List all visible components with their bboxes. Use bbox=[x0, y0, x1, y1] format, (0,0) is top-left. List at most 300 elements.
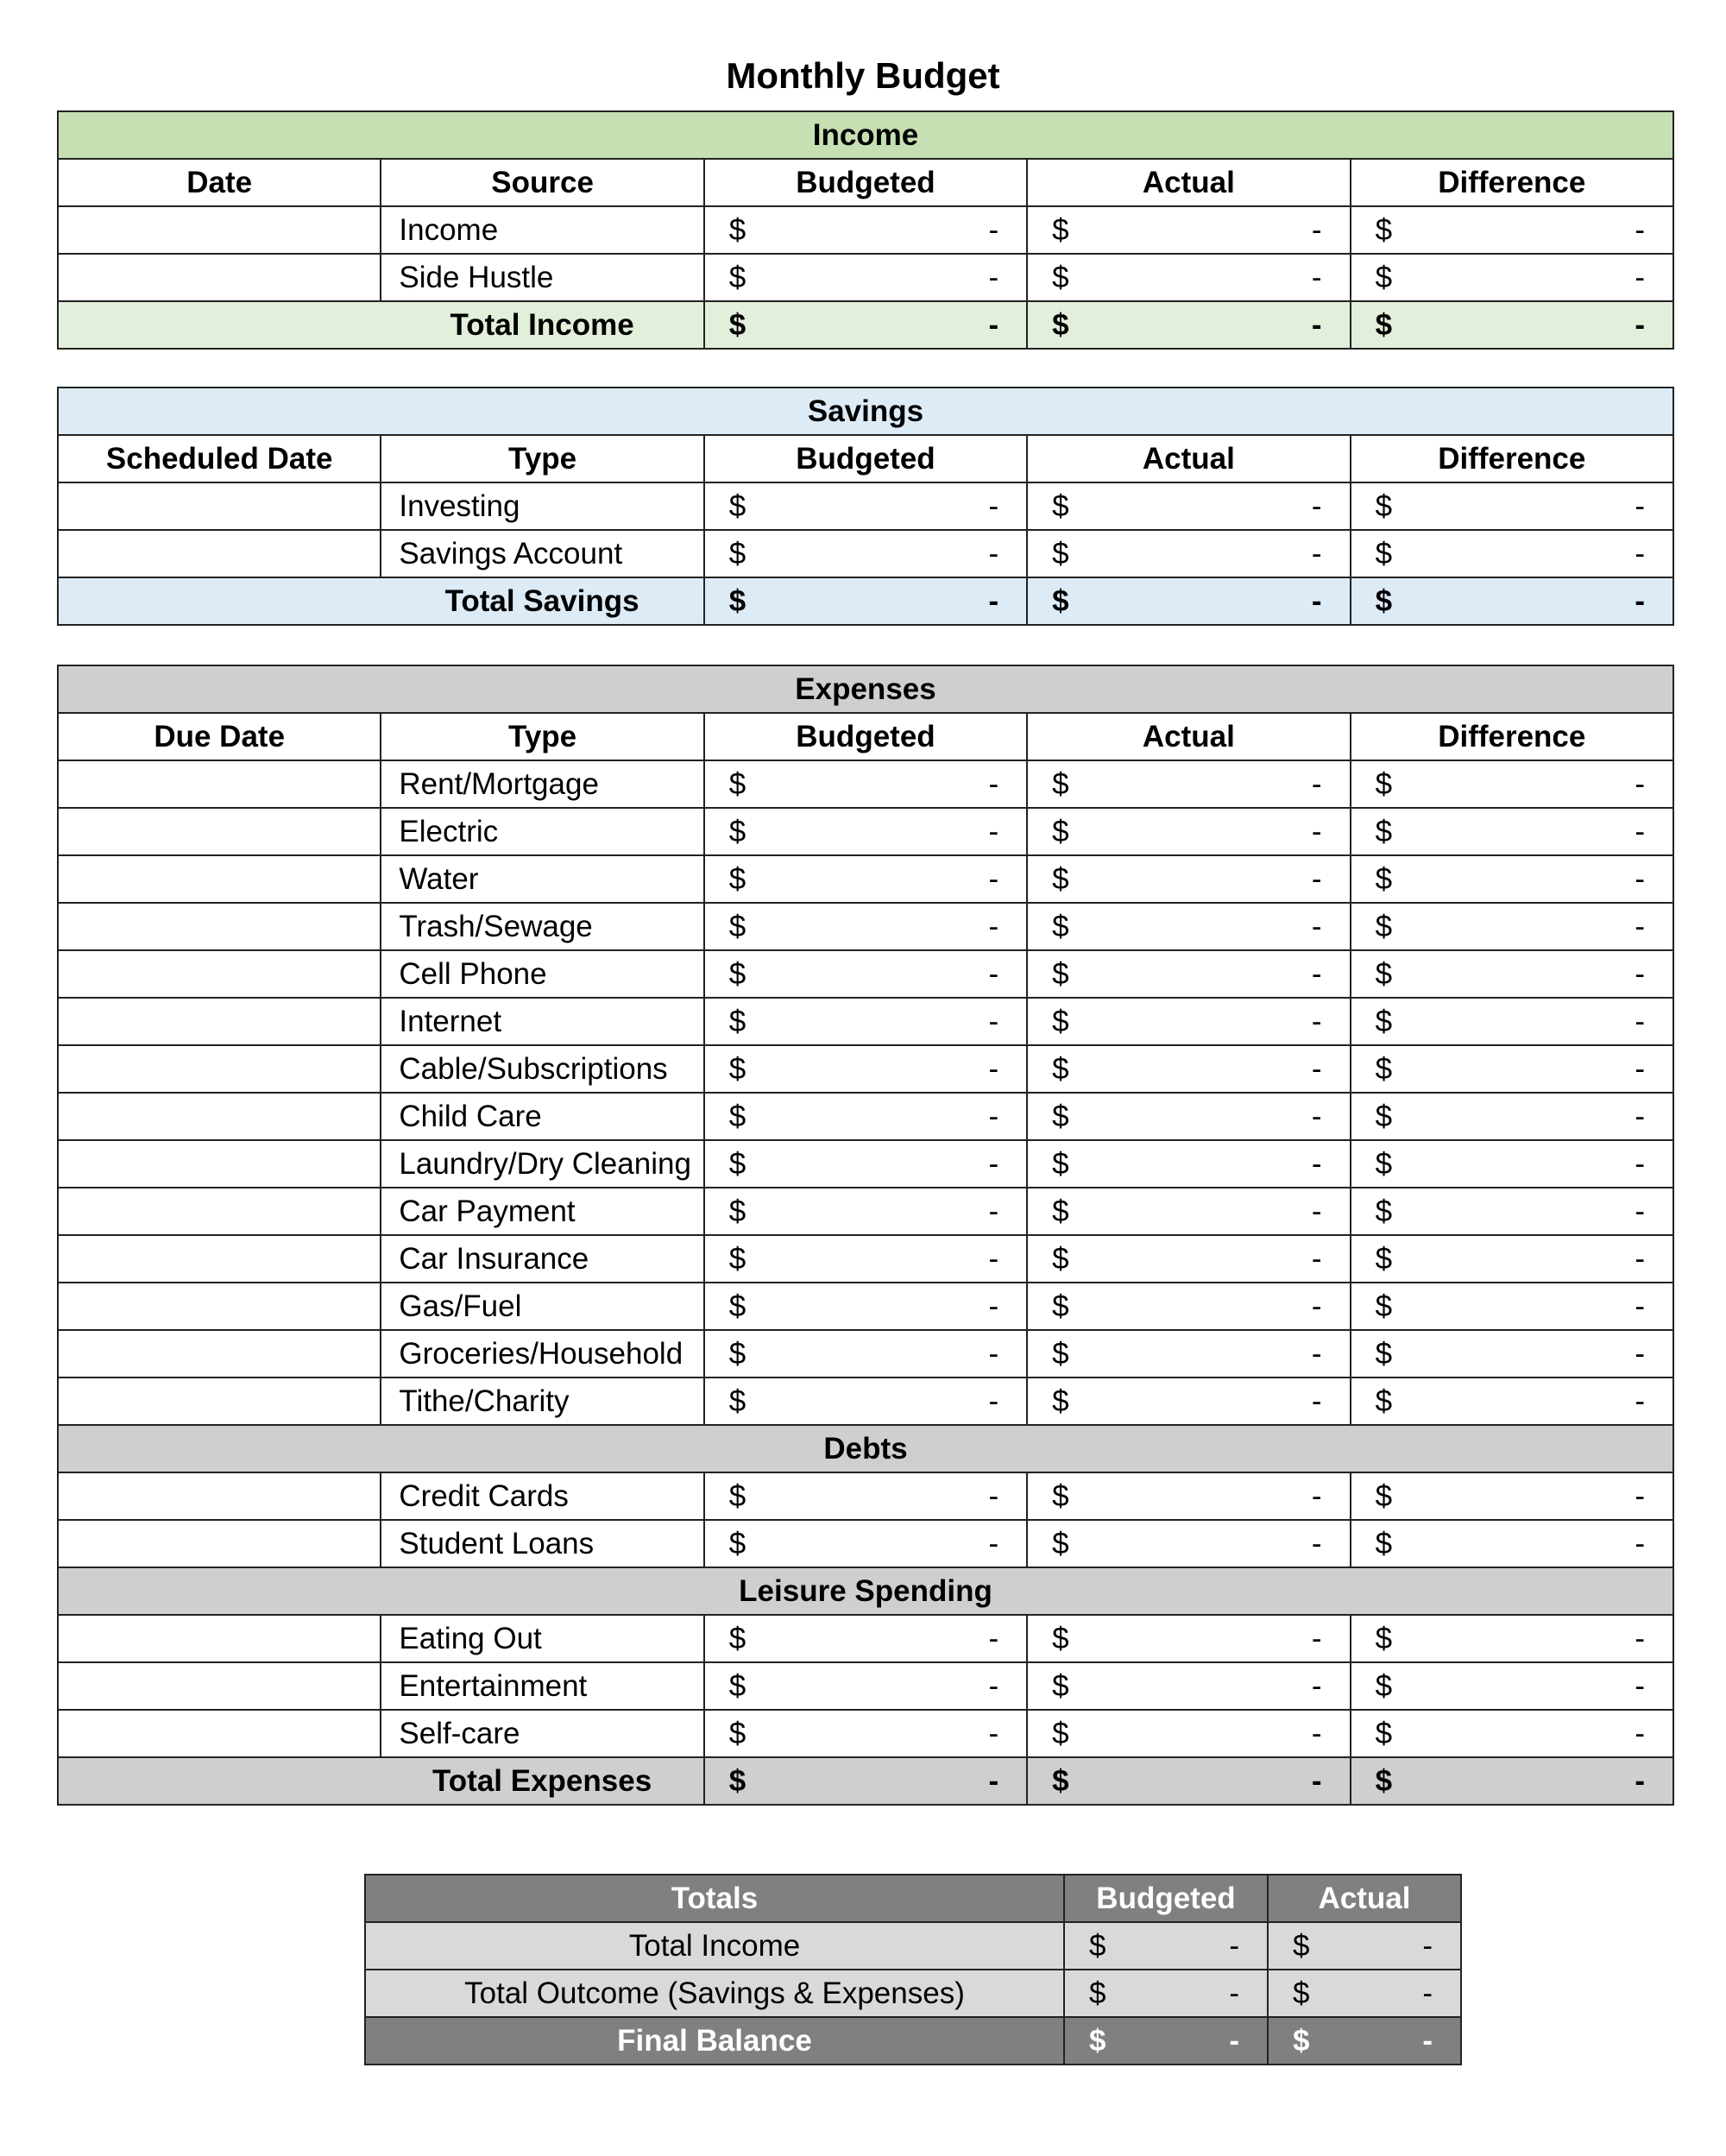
amount bbox=[1351, 815, 1672, 849]
type-cell: Electric bbox=[381, 808, 703, 855]
actual-cell[interactable] bbox=[1027, 530, 1350, 577]
currency-symbol: $ bbox=[1375, 1099, 1393, 1133]
amount bbox=[1351, 1195, 1672, 1229]
currency-symbol: $ bbox=[728, 1621, 746, 1655]
amount bbox=[705, 537, 1026, 571]
budgeted-cell[interactable] bbox=[704, 1330, 1027, 1377]
currency-symbol: $ bbox=[1375, 1621, 1393, 1655]
amount-value: - bbox=[988, 1716, 999, 1750]
difference-cell[interactable] bbox=[1351, 1235, 1673, 1283]
actual-cell[interactable] bbox=[1027, 1235, 1350, 1283]
date-cell[interactable] bbox=[58, 254, 381, 301]
date-cell[interactable] bbox=[58, 1662, 381, 1710]
amount bbox=[1351, 1147, 1672, 1182]
amount bbox=[1028, 815, 1349, 849]
actual-cell[interactable] bbox=[1268, 1970, 1461, 2017]
amount-value: - bbox=[988, 1099, 999, 1133]
amount bbox=[705, 1479, 1026, 1514]
budgeted-cell[interactable] bbox=[704, 808, 1027, 855]
currency-symbol: $ bbox=[1375, 489, 1393, 523]
date-cell[interactable] bbox=[58, 1283, 381, 1330]
amount-value: - bbox=[1311, 489, 1322, 523]
amount bbox=[1269, 1929, 1460, 1964]
difference-cell[interactable] bbox=[1351, 1710, 1673, 1757]
amount bbox=[1028, 308, 1349, 343]
amount bbox=[1351, 1527, 1672, 1561]
currency-symbol: $ bbox=[1052, 1146, 1069, 1181]
currency-symbol: $ bbox=[728, 766, 746, 801]
table-row bbox=[58, 1188, 1673, 1235]
amount-value: - bbox=[1311, 1478, 1322, 1513]
amount bbox=[1028, 1622, 1349, 1656]
difference-cell[interactable] bbox=[1351, 1662, 1673, 1710]
amount bbox=[1028, 1717, 1349, 1751]
type-cell: Self-care bbox=[381, 1710, 703, 1757]
budgeted-cell[interactable] bbox=[704, 1662, 1027, 1710]
difference-cell[interactable] bbox=[1351, 1472, 1673, 1520]
amount bbox=[1028, 537, 1349, 571]
date-cell[interactable] bbox=[58, 808, 381, 855]
amount bbox=[705, 1147, 1026, 1182]
amount bbox=[1351, 584, 1672, 619]
header-budgeted: Budgeted bbox=[1064, 1875, 1268, 1922]
total-spacer bbox=[58, 301, 381, 349]
type-cell: Cable/Subscriptions bbox=[381, 1045, 703, 1093]
amount bbox=[1028, 1289, 1349, 1324]
amount bbox=[1351, 308, 1672, 343]
budgeted-cell[interactable] bbox=[704, 1377, 1027, 1425]
amount bbox=[1351, 1717, 1672, 1751]
budgeted-cell[interactable] bbox=[704, 855, 1027, 903]
currency-symbol: $ bbox=[728, 1241, 746, 1276]
budgeted-cell[interactable] bbox=[704, 1615, 1027, 1662]
budgeted-cell[interactable] bbox=[704, 903, 1027, 950]
currency-symbol: $ bbox=[728, 1526, 746, 1560]
actual-cell[interactable] bbox=[1027, 808, 1350, 855]
currency-symbol: $ bbox=[1052, 536, 1069, 571]
date-cell[interactable] bbox=[58, 1472, 381, 1520]
currency-symbol: $ bbox=[1052, 766, 1069, 801]
amount bbox=[705, 1669, 1026, 1704]
budgeted-cell[interactable] bbox=[704, 1710, 1027, 1757]
currency-symbol: $ bbox=[1375, 1146, 1393, 1181]
difference-total[interactable] bbox=[1351, 301, 1673, 349]
actual-cell[interactable] bbox=[1027, 998, 1350, 1045]
amount bbox=[1028, 1005, 1349, 1039]
currency-symbol: $ bbox=[728, 1004, 746, 1038]
amount-value: - bbox=[1635, 1384, 1645, 1418]
currency-symbol: $ bbox=[1052, 814, 1069, 848]
currency-symbol: $ bbox=[728, 1716, 746, 1750]
actual-cell[interactable] bbox=[1027, 1330, 1350, 1377]
date-cell[interactable] bbox=[58, 760, 381, 808]
currency-symbol: $ bbox=[1052, 489, 1069, 523]
amount-value: - bbox=[1311, 1384, 1322, 1418]
date-cell[interactable] bbox=[58, 1045, 381, 1093]
difference-cell[interactable] bbox=[1351, 1520, 1673, 1567]
currency-symbol: $ bbox=[1052, 1004, 1069, 1038]
header-type: Type bbox=[381, 713, 703, 760]
date-cell[interactable] bbox=[58, 206, 381, 254]
amount bbox=[1351, 1622, 1672, 1656]
budgeted-cell[interactable] bbox=[704, 1093, 1027, 1140]
budgeted-cell[interactable] bbox=[704, 206, 1027, 254]
amount-value: - bbox=[1635, 1241, 1645, 1276]
amount-value: - bbox=[1311, 1336, 1322, 1371]
date-cell[interactable] bbox=[58, 998, 381, 1045]
total-row bbox=[58, 577, 1673, 625]
budgeted-cell[interactable] bbox=[704, 1235, 1027, 1283]
budgeted-final[interactable] bbox=[1064, 2017, 1268, 2065]
currency-symbol: $ bbox=[728, 861, 746, 896]
table-row bbox=[58, 206, 1673, 254]
actual-cell[interactable] bbox=[1027, 1188, 1350, 1235]
amount bbox=[705, 1764, 1026, 1799]
amount bbox=[705, 1100, 1026, 1134]
difference-total[interactable] bbox=[1351, 1757, 1673, 1805]
amount bbox=[705, 213, 1026, 248]
amount bbox=[1065, 2024, 1267, 2058]
currency-symbol: $ bbox=[1052, 1763, 1069, 1798]
currency-symbol: $ bbox=[1052, 909, 1069, 943]
savings-table bbox=[57, 387, 1674, 626]
amount-value: - bbox=[1635, 861, 1645, 896]
date-cell[interactable] bbox=[58, 1093, 381, 1140]
type-cell: Car Insurance bbox=[381, 1235, 703, 1283]
amount bbox=[705, 862, 1026, 897]
budgeted-cell[interactable] bbox=[704, 482, 1027, 530]
date-cell[interactable] bbox=[58, 1140, 381, 1188]
currency-symbol: $ bbox=[728, 956, 746, 991]
amount bbox=[705, 1384, 1026, 1419]
amount-value: - bbox=[1311, 1289, 1322, 1323]
difference-cell[interactable] bbox=[1351, 1330, 1673, 1377]
actual-cell[interactable] bbox=[1027, 1615, 1350, 1662]
budgeted-cell[interactable] bbox=[704, 1140, 1027, 1188]
budgeted-total[interactable] bbox=[704, 1757, 1027, 1805]
totals-header: Totals bbox=[365, 1875, 1064, 1922]
date-cell[interactable] bbox=[58, 1615, 381, 1662]
budgeted-cell[interactable] bbox=[704, 760, 1027, 808]
actual-cell[interactable] bbox=[1027, 855, 1350, 903]
budgeted-cell[interactable] bbox=[704, 1045, 1027, 1093]
amount bbox=[1351, 213, 1672, 248]
budgeted-cell[interactable] bbox=[704, 1520, 1027, 1567]
actual-cell[interactable] bbox=[1027, 1093, 1350, 1140]
currency-symbol: $ bbox=[1052, 1241, 1069, 1276]
actual-cell[interactable] bbox=[1027, 206, 1350, 254]
amount bbox=[1028, 910, 1349, 944]
page-title: Monthly Budget bbox=[726, 55, 1000, 96]
actual-cell[interactable] bbox=[1027, 1283, 1350, 1330]
date-cell[interactable] bbox=[58, 1377, 381, 1425]
date-cell[interactable] bbox=[58, 1520, 381, 1567]
type-cell: Student Loans bbox=[381, 1520, 703, 1567]
actual-total[interactable] bbox=[1027, 1757, 1350, 1805]
currency-symbol: $ bbox=[1375, 1716, 1393, 1750]
currency-symbol: $ bbox=[728, 1146, 746, 1181]
budgeted-cell[interactable] bbox=[704, 1188, 1027, 1235]
date-cell[interactable] bbox=[58, 482, 381, 530]
header-actual: Actual bbox=[1027, 159, 1350, 206]
currency-symbol: $ bbox=[728, 1384, 746, 1418]
budgeted-cell[interactable] bbox=[704, 998, 1027, 1045]
subsection-header-row bbox=[58, 1425, 1673, 1472]
difference-cell[interactable] bbox=[1351, 903, 1673, 950]
currency-symbol: $ bbox=[1089, 1976, 1106, 2010]
currency-symbol: $ bbox=[1375, 1336, 1393, 1371]
budgeted-cell[interactable] bbox=[704, 530, 1027, 577]
currency-symbol: $ bbox=[728, 1194, 746, 1228]
difference-cell[interactable] bbox=[1351, 1615, 1673, 1662]
amount-value: - bbox=[988, 1384, 999, 1418]
amount bbox=[1351, 1479, 1672, 1514]
budgeted-cell[interactable] bbox=[1064, 1970, 1268, 2017]
actual-cell[interactable] bbox=[1027, 760, 1350, 808]
amount bbox=[705, 261, 1026, 295]
currency-symbol: $ bbox=[1052, 1478, 1069, 1513]
totals-row bbox=[365, 1970, 1461, 2017]
amount bbox=[705, 957, 1026, 992]
amount-value: - bbox=[1311, 212, 1322, 247]
currency-symbol: $ bbox=[1052, 956, 1069, 991]
date-cell[interactable] bbox=[58, 903, 381, 950]
type-cell: Side Hustle bbox=[381, 254, 703, 301]
currency-symbol: $ bbox=[1375, 814, 1393, 848]
difference-cell[interactable] bbox=[1351, 1188, 1673, 1235]
amount-value: - bbox=[1635, 212, 1645, 247]
date-cell[interactable] bbox=[58, 1330, 381, 1377]
amount-value: - bbox=[988, 1146, 999, 1181]
type-cell: Rent/Mortgage bbox=[381, 760, 703, 808]
amount bbox=[1351, 1337, 1672, 1371]
type-cell: Trash/Sewage bbox=[381, 903, 703, 950]
header-date: Date bbox=[58, 159, 381, 206]
amount bbox=[1028, 1195, 1349, 1229]
currency-symbol: $ bbox=[1052, 1336, 1069, 1371]
header-budgeted: Budgeted bbox=[704, 435, 1027, 482]
table-row bbox=[58, 1377, 1673, 1425]
budgeted-cell[interactable] bbox=[704, 950, 1027, 998]
currency-symbol: $ bbox=[1375, 1194, 1393, 1228]
budgeted-total[interactable] bbox=[704, 577, 1027, 625]
amount-value: - bbox=[988, 814, 999, 848]
difference-cell[interactable] bbox=[1351, 1283, 1673, 1330]
amount-value: - bbox=[988, 307, 999, 342]
amount-value: - bbox=[988, 1526, 999, 1560]
difference-cell[interactable] bbox=[1351, 1093, 1673, 1140]
amount-value: - bbox=[1311, 260, 1322, 294]
amount-value: - bbox=[988, 1621, 999, 1655]
actual-cell[interactable] bbox=[1027, 1520, 1350, 1567]
amount bbox=[1351, 1242, 1672, 1277]
currency-symbol: $ bbox=[1052, 260, 1069, 294]
amount bbox=[705, 489, 1026, 524]
amount bbox=[705, 308, 1026, 343]
currency-symbol: $ bbox=[1052, 1099, 1069, 1133]
amount bbox=[705, 1195, 1026, 1229]
currency-symbol: $ bbox=[1375, 861, 1393, 896]
currency-symbol: $ bbox=[728, 260, 746, 294]
currency-symbol: $ bbox=[728, 1668, 746, 1703]
actual-final[interactable] bbox=[1268, 2017, 1461, 2065]
currency-symbol: $ bbox=[1375, 1478, 1393, 1513]
difference-cell[interactable] bbox=[1351, 1140, 1673, 1188]
currency-symbol: $ bbox=[1375, 307, 1393, 342]
actual-cell[interactable] bbox=[1268, 1922, 1461, 1970]
date-cell[interactable] bbox=[58, 1235, 381, 1283]
amount bbox=[705, 910, 1026, 944]
currency-symbol: $ bbox=[1089, 2023, 1106, 2058]
amount bbox=[1028, 489, 1349, 524]
actual-cell[interactable] bbox=[1027, 1377, 1350, 1425]
amount-value: - bbox=[1635, 1194, 1645, 1228]
amount-value: - bbox=[1635, 1289, 1645, 1323]
type-cell: Child Care bbox=[381, 1093, 703, 1140]
amount bbox=[1351, 1669, 1672, 1704]
amount bbox=[1351, 1289, 1672, 1324]
currency-symbol: $ bbox=[1375, 583, 1393, 618]
amount bbox=[705, 1005, 1026, 1039]
difference-cell[interactable] bbox=[1351, 1377, 1673, 1425]
amount-value: - bbox=[1311, 1146, 1322, 1181]
difference-cell[interactable] bbox=[1351, 998, 1673, 1045]
table-row bbox=[58, 998, 1673, 1045]
currency-symbol: $ bbox=[1052, 307, 1069, 342]
actual-cell[interactable] bbox=[1027, 903, 1350, 950]
header-actual: Actual bbox=[1027, 435, 1350, 482]
table-row bbox=[58, 1283, 1673, 1330]
currency-symbol: $ bbox=[728, 1289, 746, 1323]
table-row bbox=[58, 808, 1673, 855]
difference-cell[interactable] bbox=[1351, 482, 1673, 530]
currency-symbol: $ bbox=[1375, 1004, 1393, 1038]
table-row bbox=[58, 760, 1673, 808]
difference-total[interactable] bbox=[1351, 577, 1673, 625]
amount-value: - bbox=[1311, 1051, 1322, 1086]
currency-symbol: $ bbox=[1375, 1289, 1393, 1323]
amount bbox=[1028, 1147, 1349, 1182]
currency-symbol: $ bbox=[1375, 956, 1393, 991]
actual-cell[interactable] bbox=[1027, 482, 1350, 530]
table-row bbox=[58, 950, 1673, 998]
currency-symbol: $ bbox=[728, 212, 746, 247]
currency-symbol: $ bbox=[1052, 212, 1069, 247]
actual-cell[interactable] bbox=[1027, 1045, 1350, 1093]
actual-cell[interactable] bbox=[1027, 254, 1350, 301]
difference-cell[interactable] bbox=[1351, 855, 1673, 903]
amount bbox=[705, 1052, 1026, 1087]
amount bbox=[1351, 261, 1672, 295]
final-balance-row bbox=[365, 2017, 1461, 2065]
table-row bbox=[58, 1093, 1673, 1140]
date-cell[interactable] bbox=[58, 855, 381, 903]
header-date: Due Date bbox=[58, 713, 381, 760]
table-row bbox=[58, 1615, 1673, 1662]
difference-cell[interactable] bbox=[1351, 530, 1673, 577]
table-row bbox=[58, 1235, 1673, 1283]
amount bbox=[1028, 1479, 1349, 1514]
final-balance-label: Final Balance bbox=[365, 2017, 1064, 2065]
total-spacer bbox=[58, 577, 381, 625]
income-table bbox=[57, 110, 1674, 350]
actual-cell[interactable] bbox=[1027, 950, 1350, 998]
actual-total[interactable] bbox=[1027, 301, 1350, 349]
difference-cell[interactable] bbox=[1351, 254, 1673, 301]
amount-value: - bbox=[1311, 956, 1322, 991]
currency-symbol: $ bbox=[1375, 1763, 1393, 1798]
type-cell: Water bbox=[381, 855, 703, 903]
amount-value: - bbox=[1635, 1668, 1645, 1703]
table-row bbox=[58, 1140, 1673, 1188]
amount-value: - bbox=[1311, 1004, 1322, 1038]
currency-symbol: $ bbox=[1052, 583, 1069, 618]
currency-symbol: $ bbox=[728, 307, 746, 342]
totals-label: Total Income bbox=[365, 1922, 1064, 1970]
total-spacer bbox=[58, 1757, 381, 1805]
amount-value: - bbox=[1311, 1194, 1322, 1228]
amount-value: - bbox=[1635, 1051, 1645, 1086]
actual-cell[interactable] bbox=[1027, 1662, 1350, 1710]
amount-value: - bbox=[1635, 583, 1645, 618]
difference-cell[interactable] bbox=[1351, 760, 1673, 808]
amount-value: - bbox=[1635, 814, 1645, 848]
currency-symbol: $ bbox=[728, 536, 746, 571]
currency-symbol: $ bbox=[728, 814, 746, 848]
amount bbox=[1351, 1384, 1672, 1419]
budgeted-cell[interactable] bbox=[704, 254, 1027, 301]
actual-cell[interactable] bbox=[1027, 1140, 1350, 1188]
currency-symbol: $ bbox=[1375, 1051, 1393, 1086]
amount-value: - bbox=[1311, 861, 1322, 896]
currency-symbol: $ bbox=[728, 1099, 746, 1133]
amount-value: - bbox=[988, 1668, 999, 1703]
currency-symbol: $ bbox=[1052, 1051, 1069, 1086]
amount-value: - bbox=[988, 1478, 999, 1513]
difference-cell[interactable] bbox=[1351, 1045, 1673, 1093]
actual-cell[interactable] bbox=[1027, 1472, 1350, 1520]
amount-value: - bbox=[1311, 1716, 1322, 1750]
table-row bbox=[58, 1710, 1673, 1757]
difference-cell[interactable] bbox=[1351, 808, 1673, 855]
amount bbox=[1028, 957, 1349, 992]
amount bbox=[705, 1289, 1026, 1324]
budgeted-cell[interactable] bbox=[704, 1283, 1027, 1330]
type-cell: Car Payment bbox=[381, 1188, 703, 1235]
table-row bbox=[58, 903, 1673, 950]
difference-cell[interactable] bbox=[1351, 950, 1673, 998]
budgeted-total[interactable] bbox=[704, 301, 1027, 349]
amount-value: - bbox=[1635, 1716, 1645, 1750]
budgeted-cell[interactable] bbox=[704, 1472, 1027, 1520]
date-cell[interactable] bbox=[58, 530, 381, 577]
budgeted-cell[interactable] bbox=[1064, 1922, 1268, 1970]
amount bbox=[1269, 1976, 1460, 2011]
actual-cell[interactable] bbox=[1027, 1710, 1350, 1757]
date-cell[interactable] bbox=[58, 1710, 381, 1757]
date-cell[interactable] bbox=[58, 1188, 381, 1235]
amount bbox=[1351, 537, 1672, 571]
date-cell[interactable] bbox=[58, 950, 381, 998]
actual-total[interactable] bbox=[1027, 577, 1350, 625]
total-label: Total Savings bbox=[381, 577, 703, 625]
amount bbox=[1351, 489, 1672, 524]
total-row bbox=[58, 301, 1673, 349]
header-date: Scheduled Date bbox=[58, 435, 381, 482]
difference-cell[interactable] bbox=[1351, 206, 1673, 254]
amount bbox=[1351, 1100, 1672, 1134]
table-row bbox=[58, 1520, 1673, 1567]
